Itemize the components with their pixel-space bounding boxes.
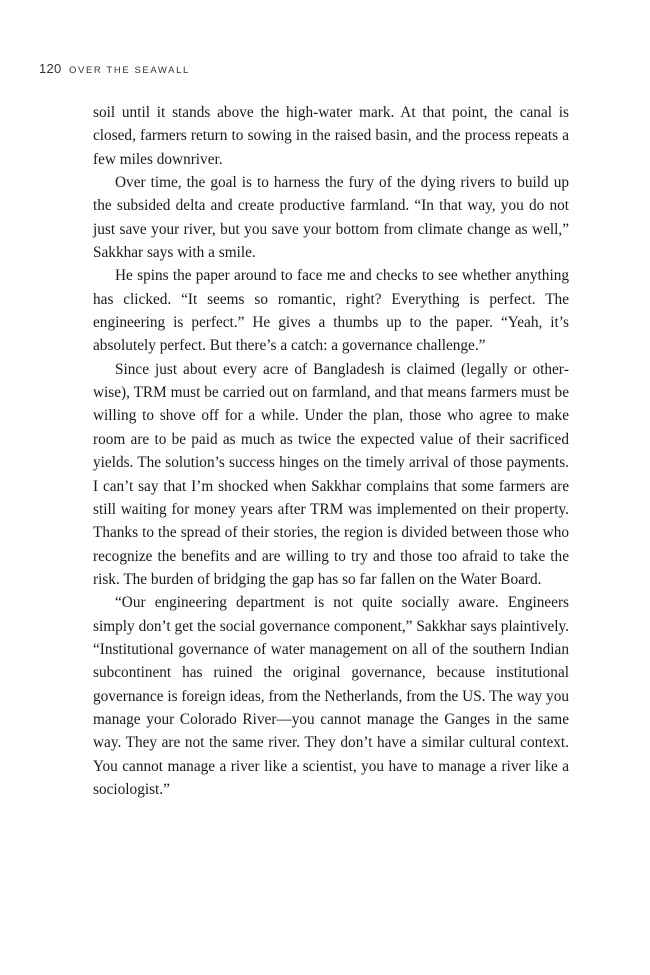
paragraph: Since just about every acre of Bangladesh is claimed (legally or otherwise), TRM must be carried out on farmland, and that means farmers must be willing to shove off for a while. Under the plan, those who agree to make room are to be paid as much as twice the expected value of their sacrificed yields. The solution’s success hinges on the timely arrival of those payments. I can’t say that I’m shocked when Sakkhar complains that some farmers are still waiting for money years after TRM was implemented on their property. Thanks to the spread of their stories, the region is divided between those who recognize the benefits and are willing to try and those too afraid to take the risk. The burden of bridging the gap has so far fallen on the Water Board.	[93, 360, 569, 588]
paragraph: “Our engineering department is not quite socially aware. Engineers simply don’t get the social governance component,” Sakkhar says plaintively. “Institutional governance of water management on all of the southern Indian subcontinent has ruined the original governance, because institutional governance is foreign ideas, from the Netherlands, from the US. The way you manage your Colorado River—you cannot manage the Ganges in the same way. They are not the same river. They don’t have a similar cultural context. You cannot manage a river like a scientist, you have to manage a river like a sociologist.”	[93, 594, 569, 798]
running-title: OVER THE SEAWALL	[69, 65, 190, 76]
body-text	[93, 101, 569, 801]
page-number: 120	[39, 61, 62, 76]
paragraph: Over time, the goal is to harness the fury of the dying rivers to build up the subsided delta and create productive farmland. “In that way, you do not just save your river, but you save your bottom from climate change as well,” Sakkhar says with a smile.	[93, 174, 569, 262]
paragraph: soil until it stands above the high-water mark. At that point, the canal is closed, farmers return to sowing in the raised basin, and the process repeats a few miles downriver.	[93, 104, 569, 168]
running-head	[39, 60, 190, 78]
paragraph: He spins the paper around to face me and checks to see whether anything has clicked. “It seems so romantic, right? Everything is perfect. The engineering is perfect.” He gives a thumbs up to the paper. “Yeah, it’s absolutely perfect. But there’s a catch: a governance challenge.”	[93, 267, 569, 355]
